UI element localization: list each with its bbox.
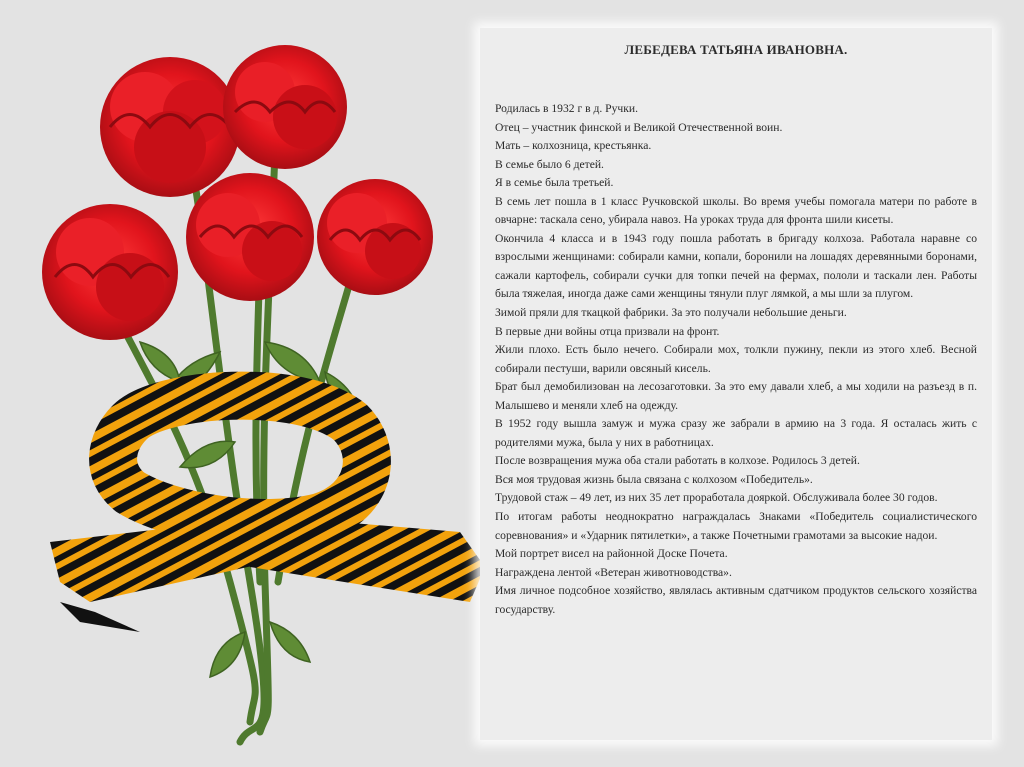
paragraph: Жили плохо. Есть было нечего. Собирали мох, толкли пужину, пекли из этого хлеб. Весной собирали пестуши, варили овсяный кисель. — [495, 343, 977, 375]
paragraph: Я в семье была третьей. — [495, 176, 614, 190]
paragraph: По итогам работы неоднократно награждалась Знаками «Победитель социалистического соревнования» и «Ударник пятилетки», а также Почетными грамотами за высокие надои. — [495, 510, 977, 542]
paragraph: Зимой пряли для ткацкой фабрики. За это получали небольшие деньги. — [495, 306, 847, 320]
paragraph: В 1952 году вышла замуж и мужа сразу же забрали в армию на 3 года. Я осталась жить с родителями мужа, была у них в работницах. — [495, 417, 977, 449]
paragraph: В семь лет пошла в 1 класс Ручковской школы. Во время учебы помогала матери по работе в овчарне: таскала сено, убирала навоз. На уроках труда для фронта шили кисеты. — [495, 194, 977, 227]
biography-document — [480, 28, 992, 740]
paragraph: Награждена лентой «Ветеран животноводства». — [495, 565, 732, 579]
document-title: ЛЕБЕДЕВА ТАТЬЯНА ИВАНОВНА. — [624, 42, 848, 57]
paragraph: В семье было 6 детей. — [495, 157, 604, 171]
paragraph: Имя личное подсобное хозяйство, являлась активным сдатчиком продуктов сельского хозяйства государству. — [495, 584, 977, 616]
carnation-flowers — [42, 45, 433, 340]
paragraph: В первые дни войны отца призвали на фронт. — [495, 324, 720, 338]
paragraph: Окончила 4 класса и в 1943 году пошла работать в бригаду колхоза. Работала наравне со взрослыми женщинами: собирали камни, копали, боронили на лошадях деревянными боронами, сажали картофель, собирали сучки для топки печей на фермах, пололи и таскали лен. Работы была тяжелая, иногда даже сами женщины тянули плуг лямкой, а мы шли за плугом. — [495, 231, 977, 301]
paragraph: Родилась в 1932 г в д. Ручки. — [495, 102, 638, 115]
paragraph: Отец – участник финской и Великой Отечественной воин. — [495, 120, 783, 134]
paragraph: Вся моя трудовая жизнь была связана с колхозом «Победитель». — [495, 472, 813, 486]
carnation-bouquet-illustration — [20, 22, 500, 752]
paragraph: Мой портрет висел на районной Доске Почета. — [495, 547, 728, 561]
paragraph: Мать – колхозница, крестьянка. — [495, 139, 652, 153]
paragraph: Трудовой стаж – 49 лет, из них 35 лет проработала дояркой. Обслуживала более 30 годов. — [495, 491, 938, 505]
paragraph: После возвращения мужа оба стали работать в колхозе. Родилось 3 детей. — [495, 454, 860, 468]
document-body — [495, 100, 977, 619]
paragraph: Брат был демобилизован на лесозаготовки. За это ему давали хлеб, а мы ходили на разъезд в п. Малышево и меняли хлеб на одежду. — [495, 380, 977, 412]
